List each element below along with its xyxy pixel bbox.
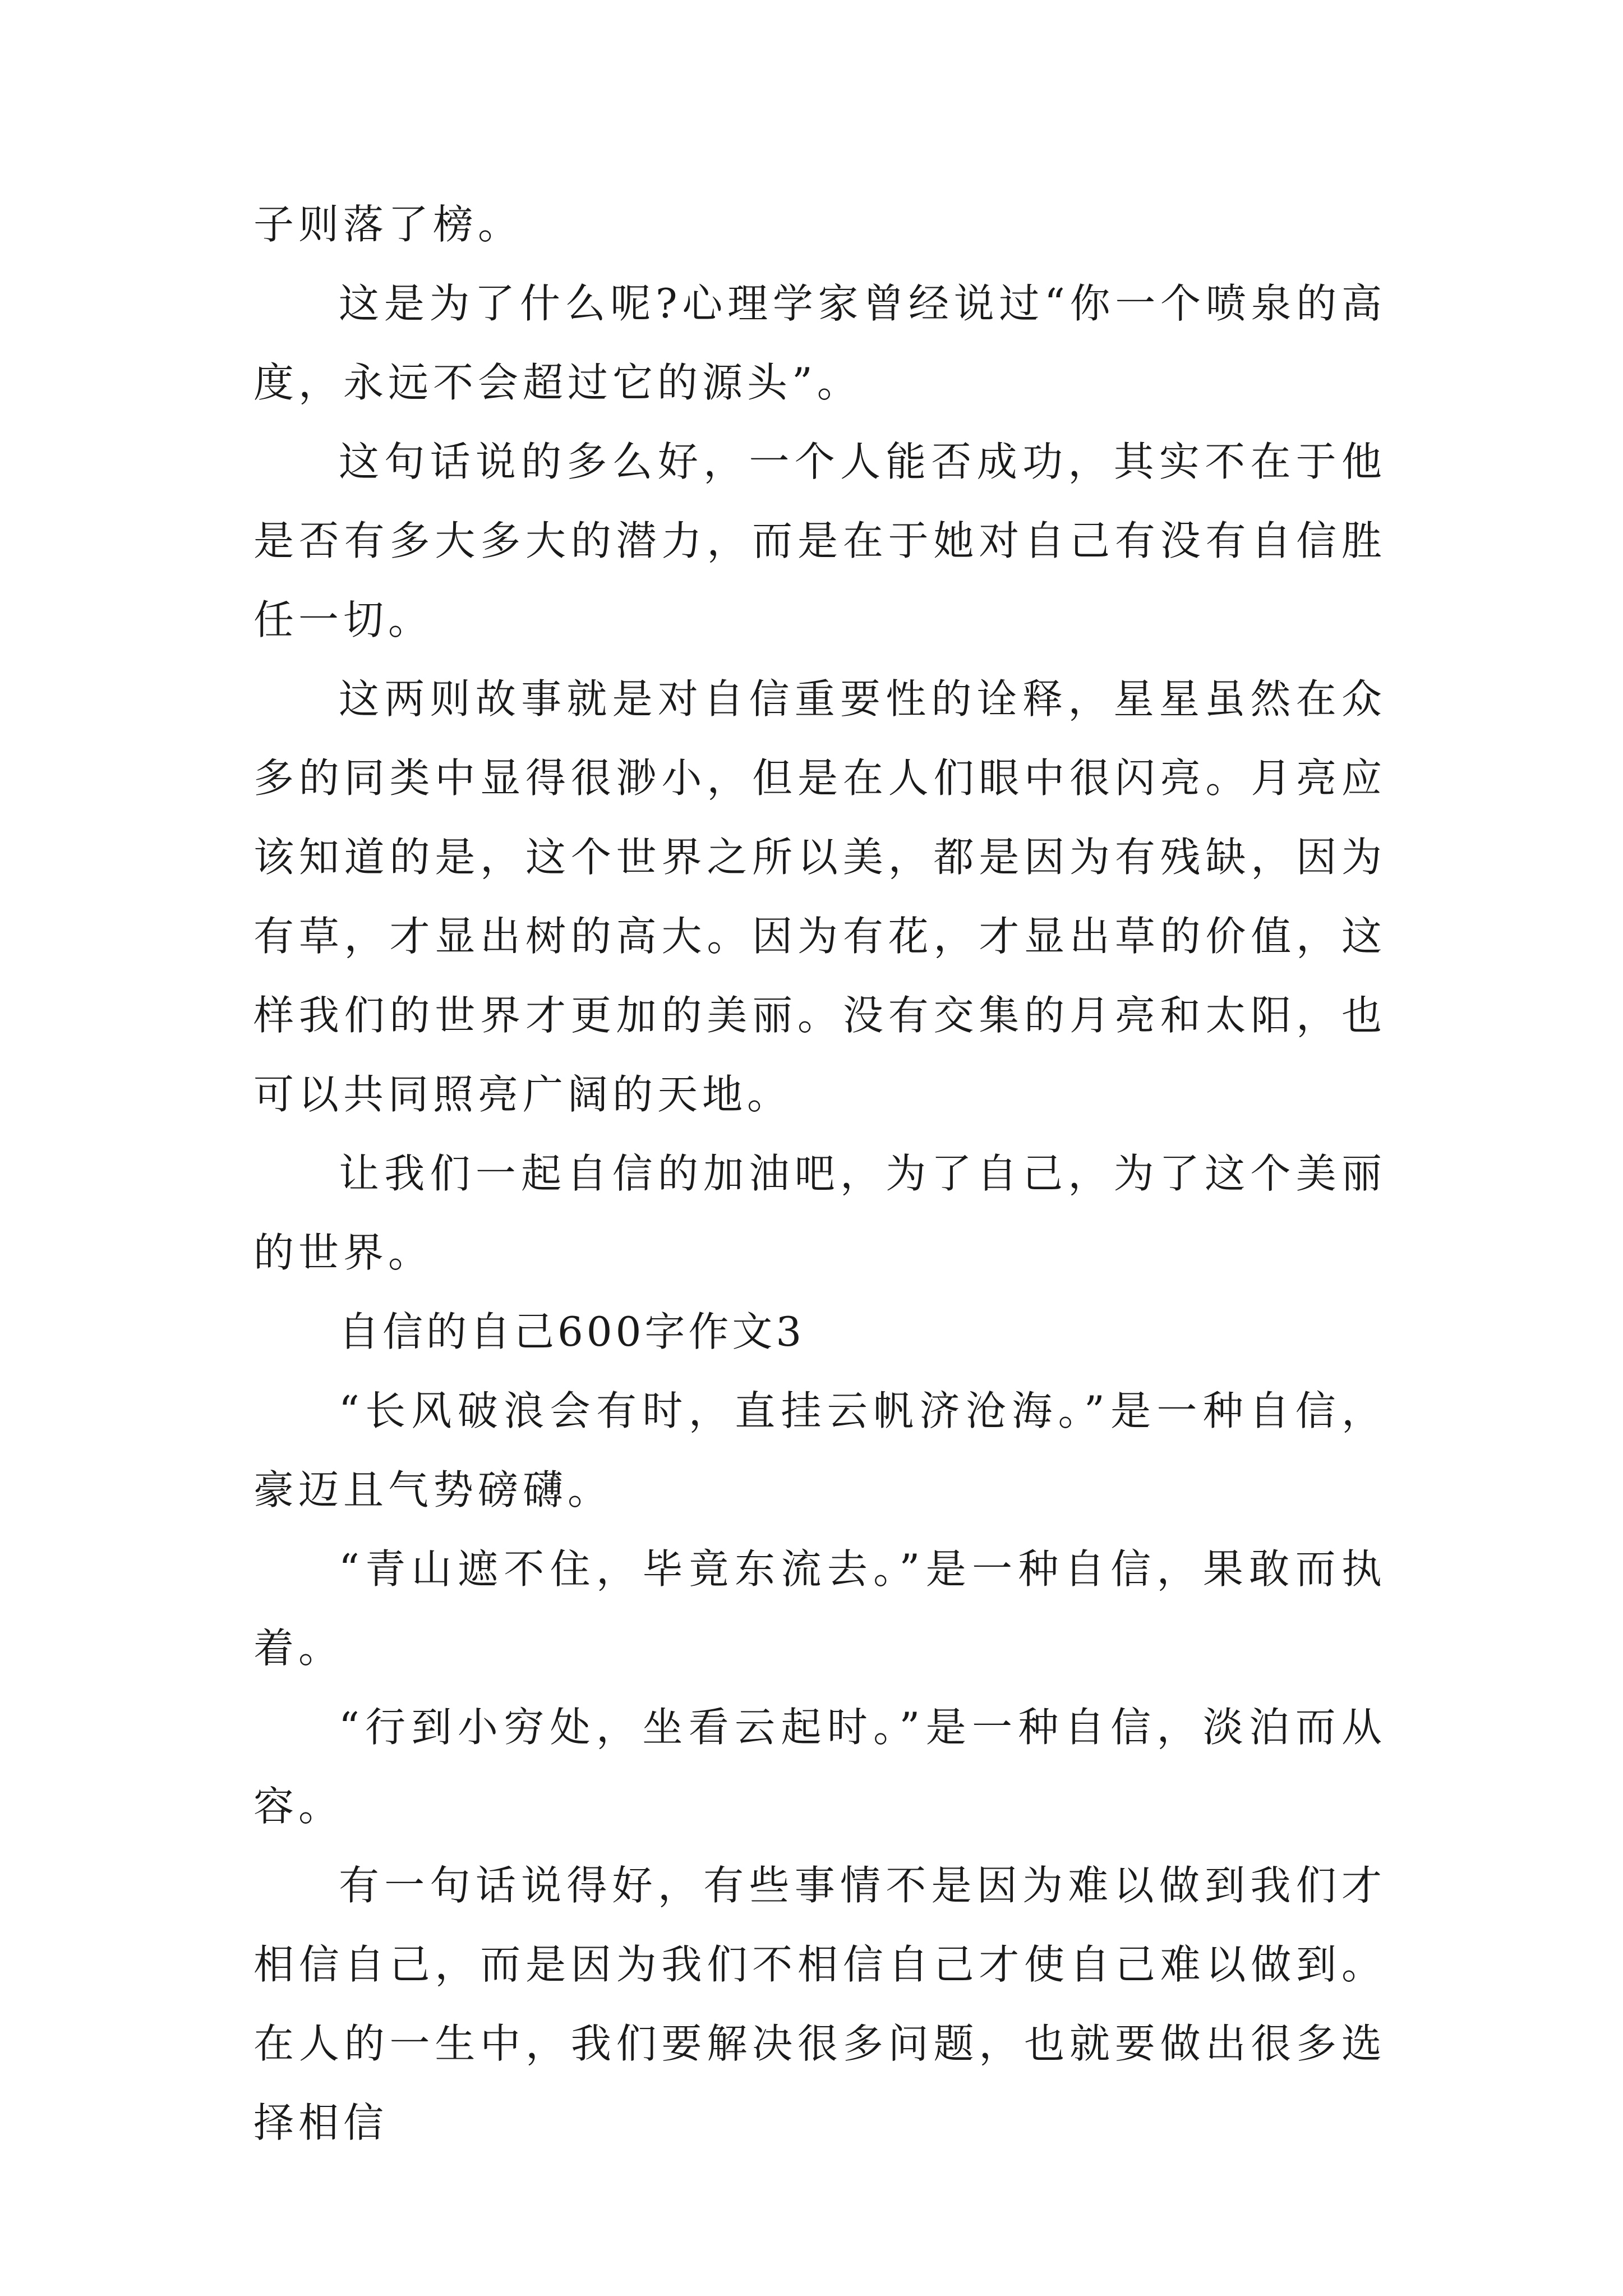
section-heading: 自信的自己600字作文3 [339, 1308, 805, 1355]
paragraph: 让我们一起自信的加油吧，为了自己，为了这个美丽的世界。 [253, 1150, 1386, 1276]
paragraph: “长风破浪会有时，直挂云帆济沧海。”是一种自信，豪迈且气势磅礴。 [253, 1387, 1386, 1513]
paragraph: 有一句话说得好，有些事情不是因为难以做到我们才相信自己，而是因为我们不相信自己才使自己难以做到。在人的一生中，我们要解决很多问题，也就要做出很多选择相信 [253, 1862, 1386, 2146]
paragraph: “青山遮不住，毕竟东流去。”是一种自信，果敢而执着。 [253, 1545, 1386, 1672]
paragraph: 这是为了什么呢?心理学家曾经说过“你一个喷泉的高度，永远不会超过它的源头”。 [253, 280, 1386, 406]
paragraph: 子则落了榜。 [253, 201, 523, 248]
paragraph: 这句话说的多么好，一个人能否成功，其实不在于他是否有多大多大的潜力，而是在于她对自己有没有自信胜任一切。 [253, 438, 1386, 643]
paragraph: 这两则故事就是对自信重要性的诠释，星星虽然在众多的同类中显得很渺小，但是在人们眼中很闪亮。月亮应该知道的是，这个世界之所以美，都是因为有残缺，因为有草，才显出树的高大。因为有花，才显出草的价值，这样我们的世界才更加的美丽。没有交集的月亮和太阳，也可以共同照亮广阔的天地。 [253, 675, 1386, 1118]
paragraph: “行到小穷处，坐看云起时。”是一种自信，淡泊而从容。 [253, 1704, 1386, 1830]
document-body [253, 185, 1386, 2162]
